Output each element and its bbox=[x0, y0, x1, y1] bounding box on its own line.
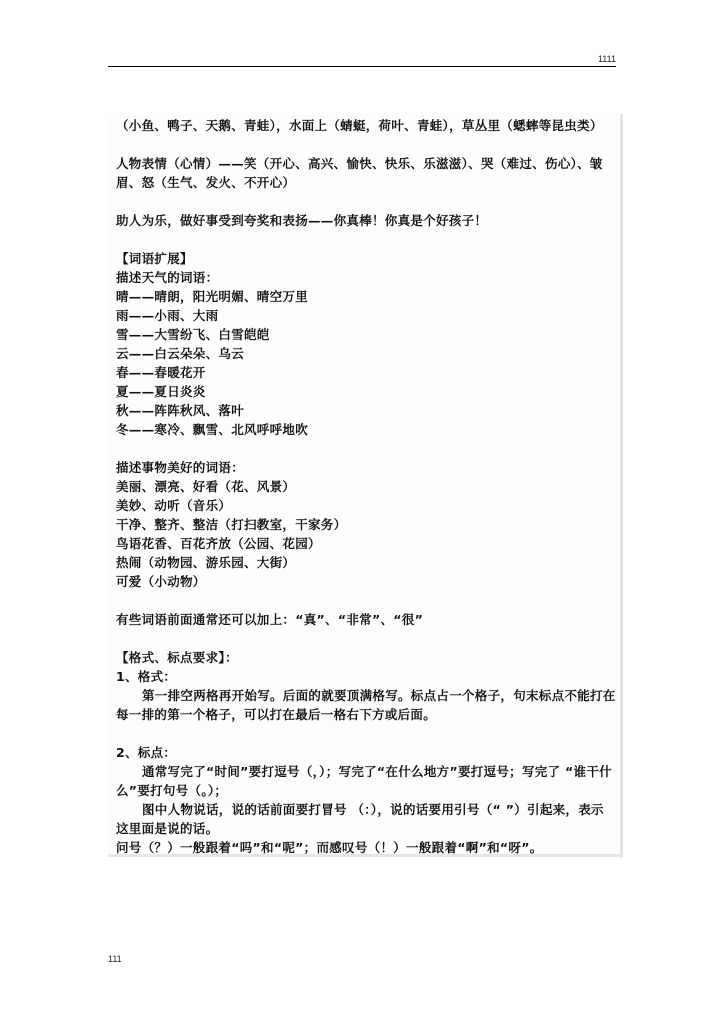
scan-right-edge bbox=[620, 114, 623, 858]
things-subtitle: 描述事物美好的词语： bbox=[116, 460, 245, 475]
section-title-word-expansion: 【词语扩展】 bbox=[116, 251, 193, 266]
weather-line: 晴——晴朗，阳光明媚、晴空万里 bbox=[116, 289, 309, 304]
paragraph-animals: （小鱼、鸭子、天鹅、青蛙），水面上（蜻蜓，荷叶、青蛙），草丛里（蟋蟀等昆虫类） bbox=[116, 118, 603, 133]
things-line: 美妙、动听（音乐） bbox=[116, 498, 232, 513]
format-subheading: 1、格式： bbox=[116, 669, 177, 684]
things-line: 鸟语花香、百花齐放（公园、花园） bbox=[116, 536, 321, 551]
things-line: 美丽、漂亮、好看（花、风景） bbox=[116, 479, 296, 494]
weather-line: 夏——夏日炎炎 bbox=[116, 384, 206, 399]
paragraph-expressions: 人物表情（心情）——笑（开心、高兴、愉快、快乐、乐滋滋）、哭（难过、伤心）、皱眉、怒（生气、发火、不开心） bbox=[116, 156, 603, 190]
weather-line: 春——春暖花开 bbox=[116, 365, 206, 380]
weather-line: 雪——大雪纷飞、白雪皑皑 bbox=[116, 327, 270, 342]
footer-page-number: 111 bbox=[108, 954, 122, 964]
format-paragraph: 第一排空两格再开始写。后面的就要顶满格写。标点占一个格子，句末标点不能打在每一排的第一个格子，可以打在最后一格右下方或后面。 bbox=[116, 688, 616, 722]
punctuation-subheading: 2、标点： bbox=[116, 745, 177, 760]
document-body bbox=[116, 116, 616, 857]
things-line: 干净、整齐、整洁（打扫教室，干家务） bbox=[116, 517, 347, 532]
adverb-line: 有些词语前面通常还可以加上：“真”、“非常”、“很” bbox=[116, 612, 424, 627]
header-rule bbox=[108, 66, 616, 67]
punctuation-paragraph-comma: 通常写完了“时间”要打逗号（，）；写完了“在什么地方”要打逗号；写完了 “谁干什么”要打句号（。）； bbox=[116, 764, 612, 798]
things-line: 可爱（小动物） bbox=[116, 574, 206, 589]
weather-line: 秋——阵阵秋风、落叶 bbox=[116, 403, 245, 418]
header-page-number: 1111 bbox=[597, 54, 616, 64]
weather-line: 冬——寒冷、飘雪、北风呼呼地吹 bbox=[116, 422, 309, 437]
things-line: 热闹（动物园、游乐园、大街） bbox=[116, 555, 296, 570]
punctuation-paragraph-question: 问号（？）一般跟着“吗”和“呢”；而感叹号（！）一般跟着“啊”和“呀”。 bbox=[116, 840, 543, 855]
punctuation-paragraph-quotes: 图中人物说话，说的话前面要打冒号 （：），说的话要用引号（“ ”）引起来，表示这里面是说的话。 bbox=[116, 802, 604, 836]
paragraph-helping: 助人为乐，做好事受到夸奖和表扬——你真棒！你真是个好孩子！ bbox=[116, 213, 488, 228]
weather-line: 雨——小雨、大雨 bbox=[116, 308, 219, 323]
weather-line: 云——白云朵朵、乌云 bbox=[116, 346, 245, 361]
weather-subtitle: 描述天气的词语： bbox=[116, 270, 219, 285]
section-title-format: 【格式、标点要求】： bbox=[116, 650, 238, 665]
